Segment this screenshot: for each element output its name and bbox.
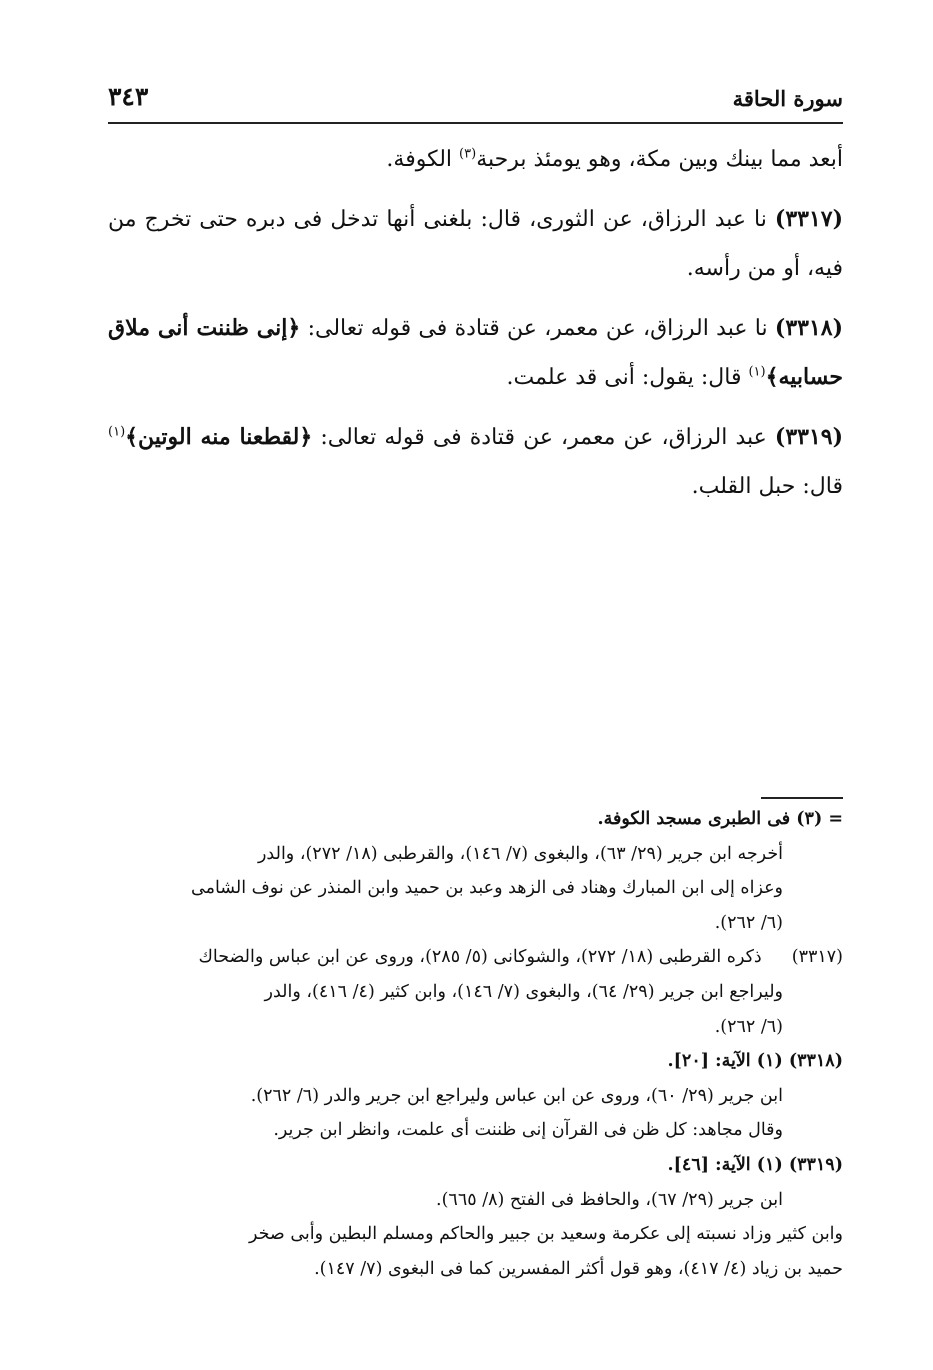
paragraph-text: نا عبد الرزاق، عن الثورى، قال: بلغنى أنها تدخل فى دبره حتى تخرج من فيه، أو من رأسه. xyxy=(108,207,843,281)
footnote-ref: (١) xyxy=(108,424,126,440)
hadith-number: (٣٣١٩) xyxy=(774,424,844,450)
hadith-number: (٣٣١٨) xyxy=(774,315,843,341)
paragraph-text-end: قال: يقول: أنى قد علمت. xyxy=(506,365,749,390)
paragraph-text-end: الكوفة. xyxy=(386,147,460,172)
page-header xyxy=(108,80,843,120)
footnote-number: (٣٣١٧) xyxy=(791,947,843,968)
footnote-ref: (٣) xyxy=(459,146,477,162)
footnote-line: (٦/ ٢٦٢). xyxy=(714,912,783,933)
paragraph-3319 xyxy=(108,413,843,511)
footnote-line: أخرجه ابن جرير (٢٩/ ٦٣)، والبغوى (٧/ ١٤٦)، والقرطبى (١٨/ ٢٧٢)، والدر xyxy=(257,843,783,864)
footnote-text: ذكره القرطبى (١٨/ ٢٧٢)، والشوكانى (٥/ ٢٨٥)، وروى عن ابن عباس والضحاك xyxy=(198,947,762,968)
footnote-line: وابن كثير وزاد نسبته إلى عكرمة وسعيد بن جبير والحاكم ومسلم البطين وأبى صخر xyxy=(248,1224,843,1245)
footnote-line: وقال مجاهد: كل ظن فى القرآن إنى ظننت أى علمت، وانظر ابن جرير. xyxy=(273,1120,783,1141)
footnote-line: (٣٣١٨) (١) الآية: [٢٠]. xyxy=(667,1051,843,1072)
footnote-line: (٣٣١٩) (١) الآية: [٤٦]. xyxy=(667,1154,843,1175)
footnote-line xyxy=(108,940,843,975)
footnote-line: ابن جرير (٢٩/ ٦٠)، وروى عن ابن عباس وليراجع ابن جرير والدر (٦/ ٢٦٢). xyxy=(250,1085,783,1106)
header-divider xyxy=(108,122,843,124)
footnote-line: = (٣) فى الطبرى مسجد الكوفة. xyxy=(597,809,843,829)
footnotes xyxy=(108,802,843,1286)
paragraph-text-end: قال: حبل القلب. xyxy=(691,474,843,499)
paragraph-text: عبد الرزاق، عن معمر، عن قتادة فى قوله تعالى: xyxy=(312,425,775,450)
quran-verse: ﴿لقطعنا منه الوتين﴾ xyxy=(125,424,313,450)
footnote-divider xyxy=(761,797,843,799)
quran-verse: ﴿إنى ظننت أنى ملاق حسابيه﴾ xyxy=(108,315,843,390)
footnote-line: حميد بن زياد (٤/ ٤١٧)، وهو قول أكثر المفسرين كما فى البغوى (٧/ ١٤٧). xyxy=(314,1258,843,1279)
paragraph-text: أبعد مما بينك وبين مكة، وهو يومئذ برحبة xyxy=(476,147,843,172)
footnote-line: وليراجع ابن جرير (٢٩/ ٦٤)، والبغوى (٧/ ١٤٦)، وابن كثير (٤/ ٤١٦)، والدر xyxy=(264,981,783,1002)
paragraph-text: نا عبد الرزاق، عن معمر، عن قتادة فى قوله تعالى: xyxy=(300,316,775,341)
footnote-ref: (١) xyxy=(748,364,766,380)
page-number: ٣٤٣ xyxy=(108,82,149,111)
paragraph-continuation xyxy=(108,135,843,184)
main-text xyxy=(108,135,843,522)
footnote-line: ابن جرير (٢٩/ ٦٧)، والحافظ فى الفتح (٨/ ٦٦٥). xyxy=(436,1189,783,1210)
hadith-number: (٣٣١٧) xyxy=(774,206,843,232)
footnote-line: وعزاه إلى ابن المبارك وهناد فى الزهد وعبد بن حميد وابن المنذر عن نوف الشامى xyxy=(191,878,783,899)
surah-title: سورة الحاقة xyxy=(732,86,843,111)
paragraph-3317 xyxy=(108,195,843,293)
paragraph-3318 xyxy=(108,304,843,402)
footnote-line: (٦/ ٢٦٢). xyxy=(714,1016,783,1037)
